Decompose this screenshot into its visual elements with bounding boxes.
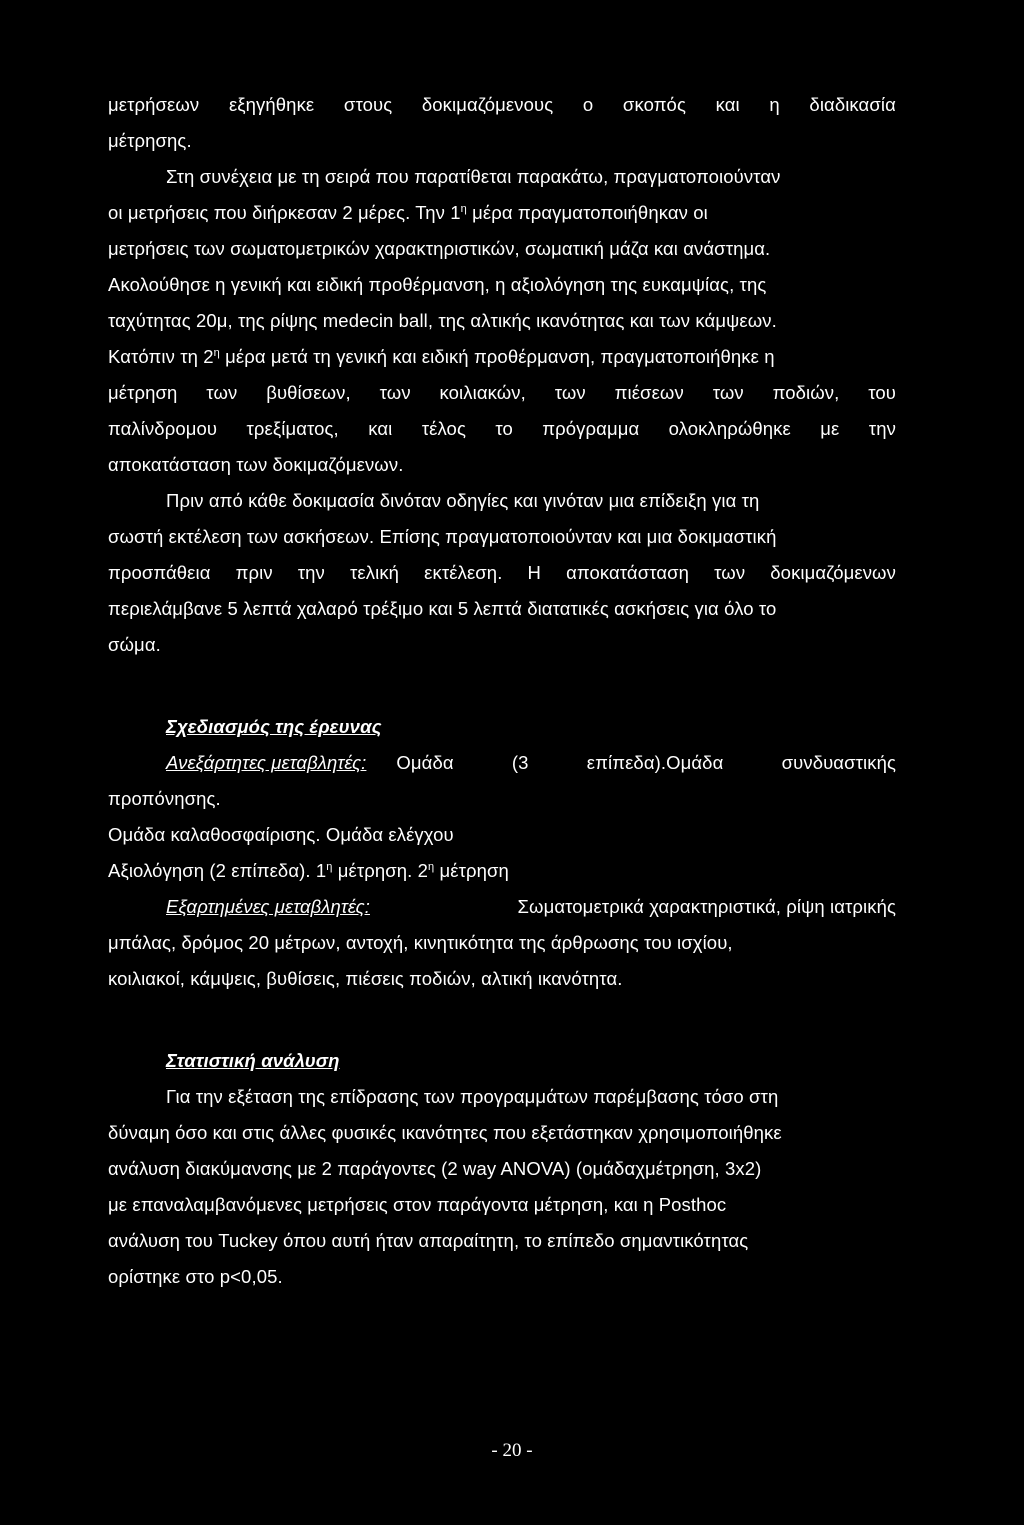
- word: τέλος: [421, 418, 466, 439]
- word: τελική: [350, 562, 400, 583]
- word: πρόγραμμα: [542, 418, 640, 439]
- body-line-4: [108, 200, 896, 226]
- word: ποδιών,: [772, 382, 840, 403]
- word: και: [368, 418, 393, 439]
- word: των: [379, 382, 411, 403]
- word: Ομάδα: [396, 752, 454, 773]
- word: σκοπός: [622, 94, 686, 115]
- word: ο: [582, 94, 594, 115]
- ordinal-superscript: η: [213, 346, 220, 359]
- design-iv-line-3: Ομάδα καλαθοσφαίρισης. Ομάδα ελέγχου: [108, 824, 454, 845]
- word: των: [714, 562, 746, 583]
- design-iv-line-4: [108, 858, 896, 884]
- ordinal-superscript: η: [428, 860, 435, 873]
- body-line-13: σωστή εκτέλεση των ασκήσεων. Επίσης πραγματοποιούνταν και μια δοκιμαστική: [108, 526, 777, 547]
- word: δοκιμαζόμενους: [421, 94, 554, 115]
- word: του: [868, 382, 896, 403]
- stats-line-1: Για την εξέταση της επίδρασης των προγραμμάτων παρέμβασης τόσο στη: [166, 1086, 779, 1107]
- stats-line-2: δύναμη όσο και στις άλλες φυσικές ικανότητες που εξετάστηκαν χρησιμοποιήθηκε: [108, 1122, 782, 1143]
- word: ολοκληρώθηκε: [668, 418, 791, 439]
- word: αποκατάσταση: [566, 562, 690, 583]
- stats-line-5: ανάλυση του Tuckey όπου αυτή ήταν απαραίτητη, το επίπεδο σημαντικότητας: [108, 1230, 749, 1251]
- body-line-1: [108, 92, 896, 118]
- stats-line-4: με επαναλαμβανόμενες μετρήσεις στον παράγοντα μέτρηση, και η Posthoc: [108, 1194, 727, 1215]
- word: και: [715, 94, 740, 115]
- stats-line-6: ορίστηκε στο p<0,05.: [108, 1266, 283, 1287]
- word: η: [769, 94, 780, 115]
- word: (3: [511, 752, 529, 773]
- body-line-7: ταχύτητας 20μ, της ρίψης medecin ball, της αλτικής ικανότητας και των κάμψεων.: [108, 310, 777, 331]
- word: προσπάθεια: [108, 562, 211, 583]
- word: βυθίσεων,: [266, 382, 351, 403]
- word: την: [297, 562, 325, 583]
- ordinal-superscript: η: [460, 202, 467, 215]
- iv-rest: [396, 750, 896, 776]
- design-iv-line-2: προπόνησης.: [108, 788, 221, 809]
- body-line-16: σώμα.: [108, 634, 161, 655]
- word: παλίνδρομου: [108, 418, 218, 439]
- body-line-11: αποκατάσταση των δοκιμαζόμενων.: [108, 454, 404, 475]
- word: πριν: [235, 562, 273, 583]
- iv-label: Ανεξάρτητες μεταβλητές:: [166, 752, 367, 773]
- text-run: οι μετρήσεις που διήρκεσαν 2 μέρες. Την 1: [108, 202, 461, 223]
- design-dv-line-1: [108, 894, 896, 920]
- word: των: [554, 382, 586, 403]
- word: των: [712, 382, 744, 403]
- body-line-9: [108, 380, 896, 406]
- word: δοκιμαζόμενων: [770, 562, 896, 583]
- word: εκτέλεση.: [424, 562, 503, 583]
- text-run: μέτρηση. 2: [332, 860, 429, 881]
- section-heading-stats: Στατιστική ανάλυση: [166, 1050, 340, 1071]
- word: κοιλιακών,: [439, 382, 526, 403]
- body-line-5: μετρήσεις των σωματομετρικών χαρακτηριστικών, σωματική μάζα και ανάστημα.: [108, 238, 771, 259]
- dv-rest: Σωματομετρικά χαρακτηριστικά, ρίψη ιατρικής: [517, 896, 896, 917]
- body-line-8: [108, 344, 896, 370]
- body-line-6: Ακολούθησε η γενική και ειδική προθέρμανση, η αξιολόγηση της ευκαμψίας, της: [108, 274, 767, 295]
- word: συνδυαστικής: [781, 752, 896, 773]
- word: εξηγήθηκε: [228, 94, 315, 115]
- page-number: - 20 -: [491, 1440, 533, 1461]
- text-run: μέτρηση: [434, 860, 509, 881]
- body-line-3: Στη συνέχεια με τη σειρά που παρατίθεται παρακάτω, πραγματοποιούνταν: [166, 166, 781, 187]
- design-iv-line-1: [108, 750, 896, 776]
- body-line-2: μέτρησης.: [108, 130, 192, 151]
- word: των: [206, 382, 238, 403]
- word: πιέσεων: [614, 382, 684, 403]
- dv-label: Εξαρτημένες μεταβλητές:: [166, 896, 370, 917]
- ordinal-superscript: η: [326, 860, 333, 873]
- word: με: [820, 418, 840, 439]
- word: μετρήσεων: [108, 94, 200, 115]
- word: τρεξίματος,: [246, 418, 339, 439]
- design-dv-line-3: κοιλιακοί, κάμψεις, βυθίσεις, πιέσεις ποδιών, αλτική ικανότητα.: [108, 968, 623, 989]
- document-page: [108, 92, 896, 1290]
- word: μέτρηση: [108, 382, 178, 403]
- word: διαδικασία: [809, 94, 896, 115]
- text-run: Κατόπιν τη 2: [108, 346, 214, 367]
- design-dv-line-2: μπάλας, δρόμος 20 μέτρων, αντοχή, κινητικότητα της άρθρωσης του ισχίου,: [108, 932, 733, 953]
- body-line-14: [108, 560, 896, 586]
- word: την: [868, 418, 896, 439]
- section-heading-design: Σχεδιασμός της έρευνας: [166, 716, 382, 737]
- word: το: [495, 418, 513, 439]
- word: επίπεδα).Ομάδα: [586, 752, 724, 773]
- text-run: Αξιολόγηση (2 επίπεδα). 1: [108, 860, 327, 881]
- word: στους: [343, 94, 393, 115]
- body-line-12: Πριν από κάθε δοκιμασία δινόταν οδηγίες και γινόταν μια επίδειξη για τη: [166, 490, 760, 511]
- text-run: μέρα μετά τη γενική και ειδική προθέρμανση, πραγματοποιήθηκε η: [219, 346, 775, 367]
- word: Η: [527, 562, 541, 583]
- text-run: μέρα πραγματοποιήθηκαν οι: [466, 202, 708, 223]
- stats-line-3: ανάλυση διακύμανσης με 2 παράγοντες (2 way ANOVA) (ομάδαχμέτρηση, 3x2): [108, 1158, 762, 1179]
- body-line-10: [108, 416, 896, 442]
- body-line-15: περιελάμβανε 5 λεπτά χαλαρό τρέξιμο και 5 λεπτά διατατικές ασκήσεις για όλο το: [108, 598, 777, 619]
